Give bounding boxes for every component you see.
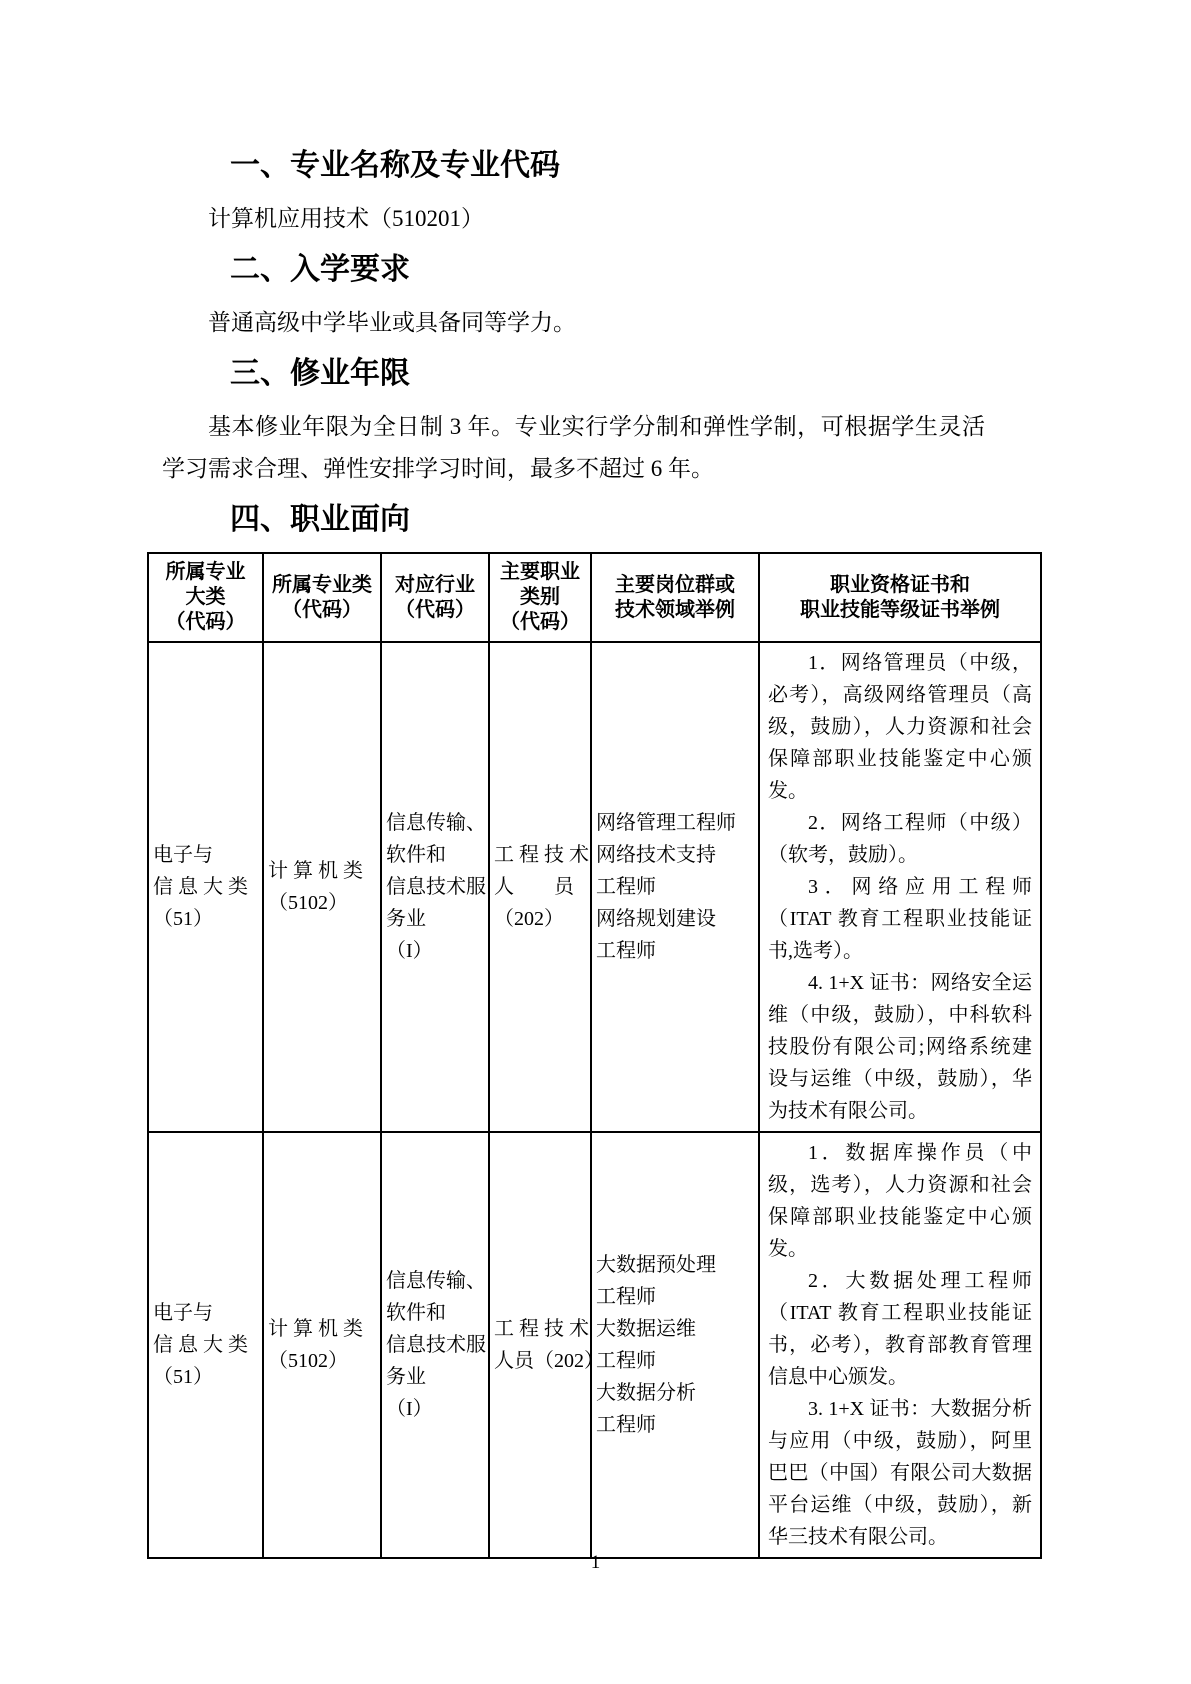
cell-line: 电子与 (153, 1302, 213, 1324)
heading-entry-requirements: 二、入学要求 (230, 253, 410, 286)
cell-category (263, 642, 381, 1132)
cell-line: （代码） (500, 611, 580, 633)
cell-industry (381, 642, 489, 1132)
cell-line: 对应行业 (395, 573, 475, 596)
certificate-item: 3. 1+X 证书：大数据分析与应用（中级，鼓励），阿里巴巴（中国）有限公司大数据平台运维（中级，鼓励），新华三技术有限公司。 (768, 1398, 1032, 1548)
col-header-category (263, 553, 381, 642)
cell-line: 职业资格证书和 (830, 573, 970, 596)
certificate-item: 2．大数据处理工程师（ITAT 教育工程职业技能证书，必考），教育部教育管理信息中心颁发。 (768, 1270, 1032, 1388)
col-header-major-category (148, 553, 263, 642)
cell-certificate-examples (759, 642, 1041, 1132)
cell-line: 信息技术服 (386, 876, 486, 898)
paragraph-entry-requirements: 普通高级中学毕业或具备同等学力。 (208, 310, 576, 335)
cell-line: 大数据运维 (596, 1318, 696, 1340)
cell-line: 软件和 (386, 1302, 446, 1324)
cell-line: 信 息 大 类 (153, 1334, 248, 1356)
certificate-item: 3．网络应用工程师（ITAT 教育工程职业技能证书,选考）。 (768, 876, 1032, 962)
col-header-industry (381, 553, 489, 642)
certificate-item: 1．网络管理员（中级，必考），高级网络管理员（高级，鼓励），人力资源和社会保障部职业技能鉴定中心颁发。 (768, 652, 1032, 802)
cell-line: 务业 (386, 1366, 426, 1388)
cell-line: 技术领域举例 (615, 598, 735, 621)
cell-line: （代码） (282, 598, 362, 621)
cell-certificate-examples (759, 1132, 1041, 1558)
table-header-row (148, 553, 1041, 642)
cell-position-examples (591, 642, 759, 1132)
table-row (148, 1132, 1041, 1558)
page-number: 1 (590, 1552, 601, 1573)
cell-line: 所属专业类 (272, 573, 372, 596)
cell-line: （I） (386, 940, 433, 962)
cell-line: 工程师 (596, 1286, 656, 1308)
cell-line: （代码） (395, 598, 475, 621)
cell-occupation-class (489, 642, 591, 1132)
heading-study-duration: 三、修业年限 (230, 357, 410, 390)
cell-line: 信息传输、 (386, 812, 486, 834)
cell-line: （5102） (268, 892, 348, 914)
cell-line: 工程师 (596, 1350, 656, 1372)
cell-line: 类别 (520, 586, 560, 608)
cell-line: 人员（202） (494, 1350, 604, 1372)
cell-occupation-class (489, 1132, 604, 1558)
cell-line: （202） (494, 908, 564, 930)
cell-line: 电子与 (153, 844, 213, 866)
cell-line: （代码） (165, 611, 246, 633)
cell-line: 大数据分析 (596, 1382, 696, 1404)
cell-line: 职业技能等级证书举例 (800, 598, 1000, 621)
paragraph-major-name-and-code: 计算机应用技术（510201） (208, 206, 484, 231)
col-header-occupation-class (489, 553, 591, 642)
certificate-item: 1．数据库操作员（中级，选考），人力资源和社会保障部职业技能鉴定中心颁发。 (768, 1142, 1032, 1260)
paragraph-study-duration: 基本修业年限为全日制 3 年。专业实行学分制和弹性学制，可根据学生灵活学习需求合理、弹性安排学习时间，最多不超过 6 年。 (162, 414, 985, 481)
cell-line: （51） (153, 1366, 213, 1388)
cell-line: （51） (153, 908, 213, 930)
cell-line: 信息传输、 (386, 1270, 486, 1292)
cell-line: （5102） (268, 1350, 348, 1372)
heading-major-name-and-code: 一、专业名称及专业代码 (230, 149, 560, 182)
certificate-item: 2．网络工程师（中级）（软考，鼓励）。 (768, 812, 1032, 866)
cell-line: 工 程 技 术 (494, 1318, 589, 1340)
cell-category (263, 1132, 381, 1558)
cell-major-category (148, 642, 263, 1132)
cell-line: 信息技术服 (386, 1334, 486, 1356)
heading-career-orientation: 四、职业面向 (230, 503, 410, 536)
career-orientation-table (147, 552, 1042, 1559)
cell-line: 主要岗位群或 (615, 573, 735, 596)
cell-line: 计 算 机 类 (268, 860, 363, 882)
cell-line: 网络管理工程师 (596, 812, 736, 834)
cell-line: 软件和 (386, 844, 446, 866)
cell-line: 工 程 技 术 (494, 844, 589, 866)
cell-line: 大类 (185, 586, 226, 608)
cell-industry (381, 1132, 489, 1558)
document-content (147, 0, 1040, 1559)
table-row (148, 642, 1041, 1132)
certificate-item: 4. 1+X 证书：网络安全运维（中级，鼓励），中科软科技股份有限公司;网络系统建设与运维（中级，鼓励），华为技术有限公司。 (768, 972, 1032, 1122)
cell-line: 务业 (386, 908, 426, 930)
cell-line: 大数据预处理 (596, 1254, 716, 1276)
cell-line: 网络技术支持 (596, 844, 716, 866)
cell-position-examples (591, 1132, 759, 1558)
col-header-certificate-examples (759, 553, 1041, 642)
col-header-position-examples (591, 553, 759, 642)
cell-line: 工程师 (596, 940, 656, 962)
cell-line: 主要职业 (500, 561, 580, 583)
cell-line: 网络规划建设 (596, 908, 716, 930)
cell-line: 信 息 大 类 (153, 876, 248, 898)
cell-line: （I） (386, 1398, 433, 1420)
cell-major-category (148, 1132, 263, 1558)
cell-line: 工程师 (596, 1414, 656, 1436)
cell-line: 计 算 机 类 (268, 1318, 363, 1340)
cell-line: 工程师 (596, 876, 656, 898)
cell-line: 所属专业 (165, 561, 246, 583)
cell-line: 人 员 (494, 876, 574, 898)
